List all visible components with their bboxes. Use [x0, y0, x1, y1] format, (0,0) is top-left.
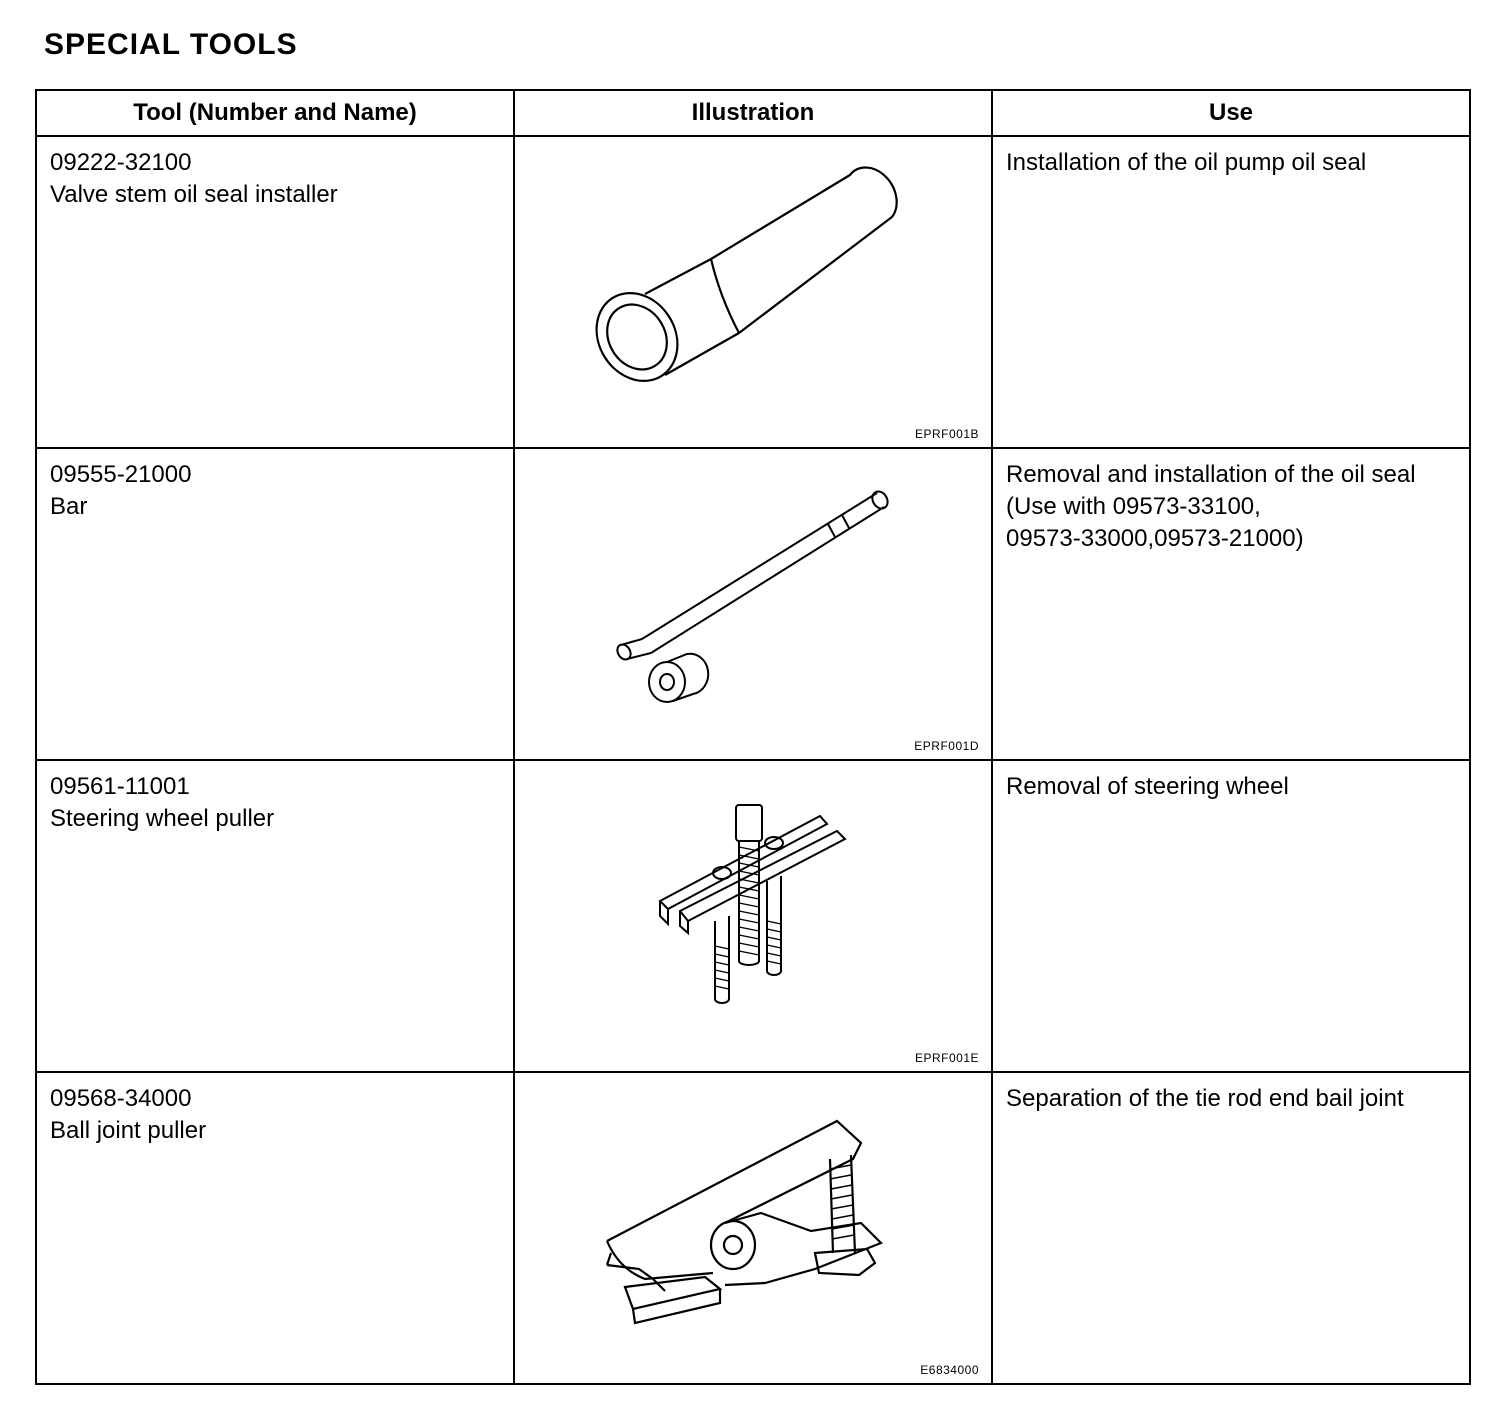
table-row [36, 1072, 1470, 1384]
table-header-row [36, 90, 1470, 136]
use-cell [992, 448, 1470, 760]
page-title: SPECIAL TOOLS [44, 28, 298, 61]
image-code: EPRF001E [914, 1051, 979, 1065]
bar-tool-illustration [515, 449, 991, 759]
special-tools-table [35, 89, 1471, 1385]
tool-name: Valve stem oil seal installer [50, 181, 338, 208]
oil-seal-installer-illustration [515, 137, 991, 447]
use-text: (Use with 09573-33100, [1006, 493, 1261, 520]
tool-name: Ball joint puller [50, 1117, 207, 1144]
use-text: Removal and installation of the oil seal [1006, 461, 1416, 488]
tool-number: 09222-32100 [50, 149, 192, 176]
table-row [36, 760, 1470, 1072]
tool-number: 09568-34000 [50, 1085, 192, 1112]
table-row [36, 448, 1470, 760]
illustration-cell [514, 448, 992, 760]
steering-wheel-puller-illustration [515, 761, 991, 1071]
use-text: 09573-33000,09573-21000) [1006, 525, 1304, 552]
tool-number: 09555-21000 [50, 461, 192, 488]
tool-number: 09561-11001 [50, 773, 190, 800]
tool-cell [36, 136, 514, 448]
use-column-header: Use [992, 90, 1470, 136]
tool-cell [36, 448, 514, 760]
tool-cell [36, 760, 514, 1072]
image-code: E6834000 [920, 1363, 979, 1377]
ball-joint-puller-illustration [515, 1073, 991, 1383]
illustration-column-header: Illustration [514, 90, 992, 136]
tool-name: Steering wheel puller [50, 805, 275, 832]
illustration-cell [514, 136, 992, 448]
use-cell [992, 760, 1470, 1072]
illustration-cell [514, 760, 992, 1072]
table-row [36, 136, 1470, 448]
use-text: Separation of the tie rod end bail joint [1006, 1085, 1404, 1112]
image-code: EPRF001D [914, 739, 979, 753]
image-code: EPRF001B [914, 427, 979, 441]
use-cell [992, 136, 1470, 448]
tool-cell [36, 1072, 514, 1384]
illustration-cell [514, 1072, 992, 1384]
use-cell [992, 1072, 1470, 1384]
tool-name: Bar [50, 493, 88, 520]
use-text: Removal of steering wheel [1006, 773, 1289, 800]
use-text: Installation of the oil pump oil seal [1006, 149, 1367, 176]
tool-column-header: Tool (Number and Name) [36, 90, 514, 136]
